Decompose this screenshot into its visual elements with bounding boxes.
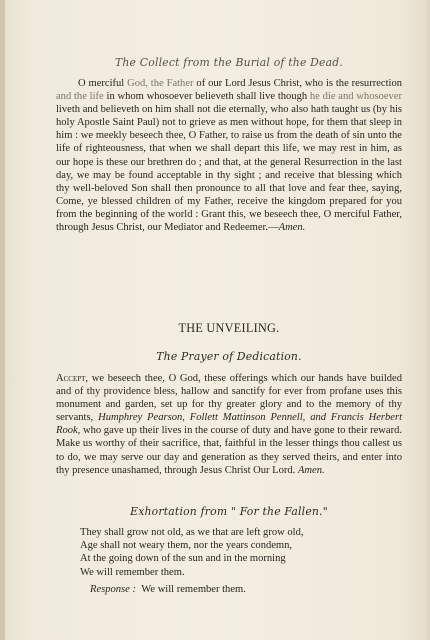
poem-line: They shall grow not old, as we that are left grow old, [80, 527, 304, 538]
dedication-first-word: Accept, [56, 373, 89, 384]
poem-line: At the going down of the sun and in the morning [80, 553, 286, 565]
collect-text-start: O merciful [78, 78, 128, 89]
dedication-names: Humphrey Pearson, Follett Mattinson Pennell, and Francis Herbert Rook, [56, 412, 402, 437]
poem-line: We will remember them. [80, 566, 185, 578]
collect-text-mid: of our Lord Jesus Christ, who is the resurrection [193, 78, 402, 89]
dedication-prayer-text [56, 372, 402, 477]
collect-text-rest: liveth and believeth on him shall not die eternally, who also hath taught us (by his holy Apostle Saint Paul) not to grieve as men without hope, for them that sleep in him : we meekly beseech thee, O Father, to raise us from the death of sin unto the life of righteousness, that when we shall depart this life, we may rest in him, as our hope is these our brethren do ; and that, at the general Resurrection in the last day, we may be found acceptable in thy sight ; and receive that blessing which thy well-beloved Son shall then pronounce to all that love and fear thee, saying, Come, ye blessed children of my Father, receive the kingdom prepared for you from the beginning of the world : Grant this, we beseech thee, O merciful Father, through Jesus Christ, our Mediator and Redeemer.— [56, 104, 402, 234]
collect-text-faded: God, the Father [127, 78, 194, 89]
exhortation-poem [80, 526, 402, 579]
poem-line: Age shall not weary them, nor the years condemn, [80, 540, 293, 552]
collect-text-mid: in whom whosoever believeth shall live though [103, 91, 310, 103]
collect-amen: Amen. [278, 222, 306, 234]
collect-text-faded: he die and whosoever [309, 91, 402, 103]
collect-prayer-text [56, 77, 402, 234]
dedication-text-part2: who gave up their lives in the course of duty and have gone to their reward. Make us worthy of their sacrifice, that, faithful in the lesser things thou callest us to do, we may serve our day and generation as they served theirs, and enter into thy presence unashamed, through Jesus Christ Our Lord. [56, 425, 402, 476]
response-text: We will remember them. [141, 584, 246, 595]
response-line [90, 584, 246, 595]
response-label: Response : [90, 584, 136, 595]
dedication-text-part1: we beseech thee, O God, these offerings which our hands have builded and of thy providence bless, hallow and sanctify for ever from profane uses this monument and garden, set up for thy greater glory and to the memory of thy servants, [56, 373, 402, 424]
dedication-heading: The Prayer of Dedication. [156, 350, 302, 363]
collect-heading: The Collect from the Burial of the Dead. [115, 56, 343, 69]
collect-text-faded: and the life [56, 91, 104, 103]
dedication-amen: Amen. [297, 464, 325, 476]
unveiling-title: THE UNVEILING. [178, 321, 280, 335]
exhortation-heading: Exhortation from " For the Fallen." [130, 505, 328, 518]
